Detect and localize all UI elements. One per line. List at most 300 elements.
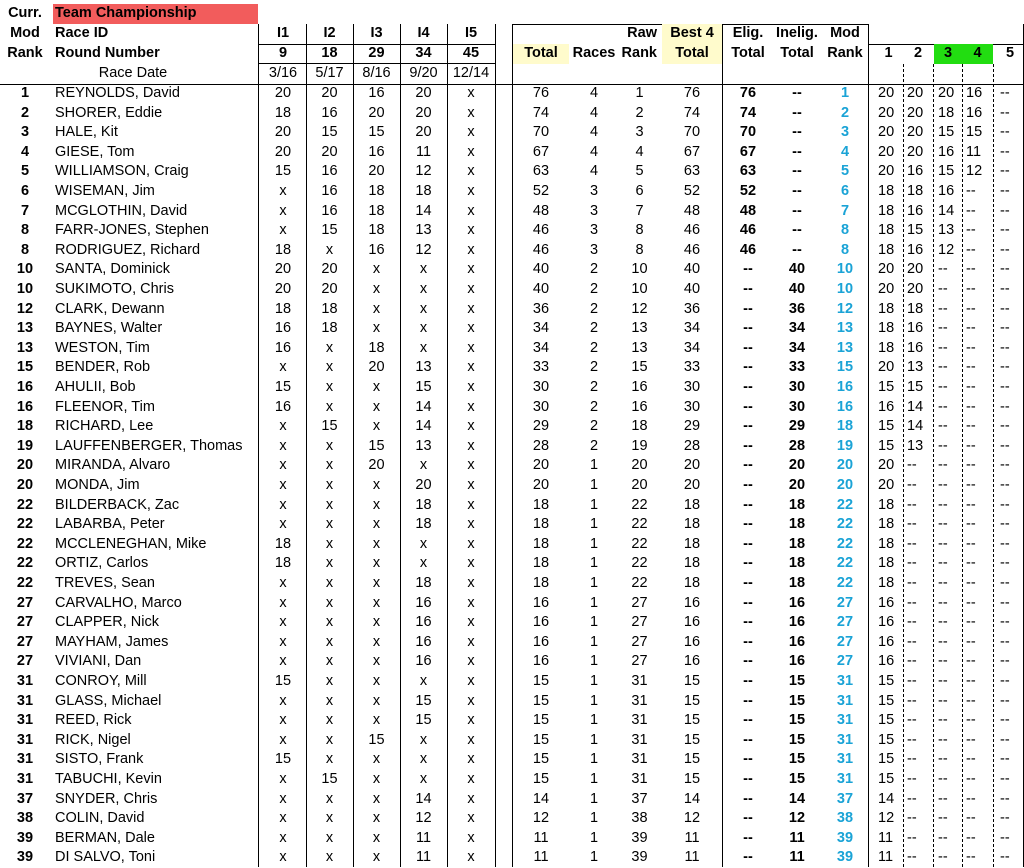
best-2-cell[interactable]: -- — [907, 535, 917, 552]
best-3-cell[interactable]: -- — [938, 829, 948, 846]
total-cell[interactable]: 11 — [533, 849, 549, 866]
best-4-cell[interactable]: -- — [966, 339, 976, 356]
round-2-cell[interactable]: x — [325, 810, 334, 827]
round-5-cell[interactable]: x — [467, 163, 475, 180]
round-3-cell[interactable]: x — [372, 849, 381, 866]
round-3-cell[interactable]: 16 — [368, 241, 385, 258]
inelig-total-cell[interactable]: 18 — [788, 516, 806, 533]
best-3-cell[interactable]: -- — [938, 653, 948, 670]
best-5-cell[interactable]: -- — [1000, 731, 1010, 748]
name-cell[interactable]: TREVES, Sean — [55, 575, 155, 591]
best4-cell[interactable]: 15 — [683, 692, 701, 709]
best-5-cell[interactable]: -- — [1000, 183, 1010, 199]
round-3-cell[interactable]: x — [372, 633, 381, 650]
round-1-cell[interactable]: 20 — [274, 261, 292, 278]
raw-rank-cell[interactable]: 10 — [631, 281, 648, 297]
mod-rank-cell[interactable]: 16 — [836, 398, 854, 415]
round-4-cell[interactable]: 20 — [415, 477, 432, 493]
best-1-cell[interactable]: 18 — [878, 575, 895, 591]
round-1-cell[interactable]: x — [279, 575, 287, 591]
elig-total-cell[interactable]: -- — [743, 594, 753, 611]
raw-rank-cell[interactable]: 12 — [631, 300, 648, 317]
best-2-cell[interactable]: -- — [907, 594, 917, 611]
rank-cell[interactable]: 22 — [16, 555, 34, 572]
round-4-cell[interactable]: 15 — [415, 692, 432, 709]
best-3-cell[interactable]: -- — [938, 633, 948, 650]
mod-rank-cell[interactable]: 20 — [836, 477, 854, 493]
rank-cell[interactable]: 18 — [16, 418, 34, 435]
best-5-cell[interactable]: -- — [1000, 653, 1010, 670]
best-2-cell[interactable]: -- — [907, 614, 917, 631]
inelig-total-cell[interactable]: 40 — [788, 281, 806, 297]
rank-cell[interactable]: 16 — [16, 398, 34, 415]
round-3-cell[interactable]: 18 — [368, 222, 385, 239]
elig-total-cell[interactable]: -- — [743, 418, 753, 435]
best-4-cell[interactable]: -- — [966, 771, 976, 787]
round-2-cell[interactable]: 20 — [321, 281, 338, 297]
best-4-cell[interactable]: -- — [966, 731, 976, 748]
round-1-cell[interactable]: 18 — [274, 241, 292, 258]
elig-total-cell[interactable]: -- — [743, 535, 753, 552]
best-1-cell[interactable]: 15 — [878, 673, 895, 689]
best-3-cell[interactable]: -- — [938, 731, 948, 748]
best-2-cell[interactable]: -- — [907, 457, 917, 474]
best-1-cell[interactable]: 20 — [878, 163, 895, 180]
total-cell[interactable]: 16 — [532, 633, 550, 650]
round-3-cell[interactable]: x — [372, 810, 381, 827]
round-5-cell[interactable]: x — [467, 535, 475, 552]
raw-rank-cell[interactable]: 4 — [635, 143, 644, 160]
rank-cell[interactable]: 22 — [16, 535, 34, 552]
best-1-cell[interactable]: 16 — [878, 594, 895, 611]
best-1-cell[interactable]: 18 — [878, 202, 895, 219]
total-cell[interactable]: 63 — [532, 163, 550, 180]
best-1-cell[interactable]: 18 — [878, 241, 895, 258]
round-3-cell[interactable]: x — [372, 575, 381, 591]
best4-cell[interactable]: 34 — [683, 339, 701, 356]
rank-cell[interactable]: 2 — [20, 104, 30, 121]
best-2-cell[interactable]: -- — [907, 516, 917, 533]
mod-rank-cell[interactable]: 15 — [836, 359, 854, 376]
name-cell[interactable]: REED, Rick — [55, 712, 132, 729]
races-cell[interactable]: 1 — [589, 633, 599, 650]
round-3-cell[interactable]: x — [372, 261, 381, 278]
best4-cell[interactable]: 28 — [683, 437, 701, 454]
name-cell[interactable]: SHORER, Eddie — [55, 104, 163, 121]
best-2-cell[interactable]: 14 — [907, 398, 924, 415]
name-cell[interactable]: BILDERBACK, Zac — [55, 496, 180, 513]
total-cell[interactable]: 12 — [532, 810, 550, 827]
best-2-cell[interactable]: 16 — [907, 320, 924, 337]
elig-total-cell[interactable]: -- — [743, 398, 753, 415]
round-2-cell[interactable]: x — [325, 731, 334, 748]
best-2-cell[interactable]: -- — [907, 673, 917, 689]
round-4-cell[interactable]: x — [419, 320, 428, 337]
best4-cell[interactable]: 34 — [683, 320, 701, 337]
best4-cell[interactable]: 14 — [683, 790, 701, 807]
elig-total-cell[interactable]: -- — [743, 810, 753, 827]
best-4-cell[interactable]: -- — [966, 653, 976, 670]
rank-cell[interactable]: 7 — [20, 202, 30, 219]
round-4-cell[interactable]: 13 — [415, 437, 432, 454]
elig-total-cell[interactable]: -- — [743, 437, 753, 454]
round-1-cell[interactable]: 15 — [274, 751, 292, 768]
round-2-cell[interactable]: x — [325, 437, 334, 454]
inelig-total-cell[interactable]: -- — [792, 163, 802, 180]
round-1-cell[interactable]: x — [279, 183, 287, 199]
races-cell[interactable]: 4 — [589, 124, 599, 141]
best-2-cell[interactable]: -- — [907, 751, 917, 768]
best-4-cell[interactable]: -- — [966, 222, 976, 239]
best-4-cell[interactable]: -- — [966, 555, 976, 572]
round-4-cell[interactable]: 16 — [415, 594, 432, 611]
best-5-cell[interactable]: -- — [1000, 594, 1010, 611]
name-cell[interactable]: FLEENOR, Tim — [55, 398, 155, 415]
rank-cell[interactable]: 1 — [20, 85, 30, 101]
round-3-cell[interactable]: x — [372, 496, 381, 513]
total-cell[interactable]: 34 — [532, 320, 550, 337]
mod-rank-cell[interactable]: 31 — [836, 673, 854, 689]
mod-rank-cell[interactable]: 39 — [836, 829, 854, 846]
best-4-cell[interactable]: 16 — [966, 85, 983, 101]
mod-rank-cell[interactable]: 3 — [840, 124, 850, 141]
round-5-cell[interactable]: x — [467, 281, 475, 297]
raw-rank-cell[interactable]: 27 — [631, 653, 648, 670]
races-cell[interactable]: 2 — [589, 261, 599, 278]
best-3-cell[interactable]: -- — [938, 281, 948, 297]
elig-total-cell[interactable]: -- — [743, 731, 753, 748]
inelig-total-cell[interactable]: 16 — [788, 633, 806, 650]
elig-total-cell[interactable]: -- — [743, 614, 753, 631]
round-1-cell[interactable]: x — [279, 692, 287, 709]
races-cell[interactable]: 1 — [589, 810, 599, 827]
best-1-cell[interactable]: 20 — [878, 477, 895, 493]
mod-rank-cell[interactable]: 10 — [836, 281, 854, 297]
best4-cell[interactable]: 40 — [683, 281, 701, 297]
mod-rank-cell[interactable]: 19 — [836, 437, 854, 454]
inelig-total-cell[interactable]: 34 — [788, 339, 806, 356]
rank-cell[interactable]: 22 — [16, 575, 34, 591]
round-1-cell[interactable]: 16 — [274, 398, 292, 415]
round-5-cell[interactable]: x — [467, 829, 475, 846]
round-1-cell[interactable]: x — [279, 849, 287, 866]
round-1-cell[interactable]: x — [279, 594, 287, 611]
raw-rank-cell[interactable]: 31 — [631, 692, 648, 709]
best-3-cell[interactable]: -- — [938, 535, 948, 552]
best-2-cell[interactable]: 20 — [907, 281, 924, 297]
mod-rank-cell[interactable]: 31 — [836, 731, 854, 748]
inelig-total-cell[interactable]: 15 — [788, 731, 806, 748]
round-2-cell[interactable]: x — [325, 575, 334, 591]
total-cell[interactable]: 18 — [532, 555, 550, 572]
total-cell[interactable]: 15 — [532, 731, 550, 748]
best-1-cell[interactable]: 20 — [878, 261, 895, 278]
elig-total-cell[interactable]: -- — [743, 653, 753, 670]
races-cell[interactable]: 1 — [589, 712, 599, 729]
rank-cell[interactable]: 22 — [16, 496, 34, 513]
round-3-cell[interactable]: x — [372, 712, 381, 729]
races-cell[interactable]: 4 — [589, 163, 599, 180]
elig-total-cell[interactable]: 46 — [739, 222, 757, 239]
best4-cell[interactable]: 63 — [683, 163, 701, 180]
round-2-cell[interactable]: x — [325, 614, 334, 631]
best-3-cell[interactable]: 16 — [938, 183, 955, 199]
name-cell[interactable]: BENDER, Rob — [55, 359, 151, 376]
best-2-cell[interactable]: -- — [907, 575, 917, 591]
best-3-cell[interactable]: 15 — [938, 124, 955, 141]
best-2-cell[interactable]: 16 — [907, 339, 924, 356]
best-3-cell[interactable]: -- — [938, 810, 948, 827]
best-3-cell[interactable]: -- — [938, 790, 948, 807]
best-5-cell[interactable]: -- — [1000, 320, 1010, 337]
round-5-cell[interactable]: x — [467, 143, 475, 160]
round-5-cell[interactable]: x — [467, 398, 475, 415]
inelig-total-cell[interactable]: 14 — [788, 790, 806, 807]
elig-total-cell[interactable]: -- — [743, 496, 753, 513]
best-5-cell[interactable]: -- — [1000, 222, 1010, 239]
best-5-cell[interactable]: -- — [1000, 418, 1010, 435]
round-2-cell[interactable]: 18 — [321, 320, 338, 337]
mod-rank-cell[interactable]: 20 — [836, 457, 854, 474]
raw-rank-cell[interactable]: 20 — [631, 477, 648, 493]
round-3-cell[interactable]: x — [372, 790, 381, 807]
races-cell[interactable]: 2 — [589, 437, 599, 454]
inelig-total-cell[interactable]: 30 — [788, 379, 806, 395]
best-3-cell[interactable]: -- — [938, 575, 948, 591]
total-cell[interactable]: 15 — [532, 751, 550, 768]
best-3-cell[interactable]: -- — [938, 771, 948, 787]
best-5-cell[interactable]: -- — [1000, 85, 1010, 101]
best4-cell[interactable]: 74 — [683, 104, 701, 121]
round-4-cell[interactable]: 20 — [415, 85, 432, 101]
round-2-cell[interactable]: x — [325, 712, 334, 729]
elig-total-cell[interactable]: -- — [743, 849, 753, 866]
round-2-cell[interactable]: 16 — [321, 202, 338, 219]
best4-cell[interactable]: 29 — [683, 418, 701, 435]
mod-rank-cell[interactable]: 1 — [840, 85, 850, 101]
round-1-cell[interactable]: x — [279, 457, 287, 474]
round-3-cell[interactable]: x — [372, 673, 381, 689]
name-cell[interactable]: CLAPPER, Nick — [55, 614, 159, 631]
mod-rank-cell[interactable]: 22 — [836, 535, 854, 552]
best-5-cell[interactable]: -- — [1000, 281, 1010, 297]
best-2-cell[interactable]: -- — [907, 477, 917, 493]
mod-rank-cell[interactable]: 6 — [840, 183, 850, 199]
races-cell[interactable]: 2 — [589, 398, 599, 415]
best-1-cell[interactable]: 15 — [878, 437, 895, 454]
round-3-cell[interactable]: 18 — [368, 183, 385, 199]
inelig-total-cell[interactable]: 16 — [788, 594, 806, 611]
best-4-cell[interactable]: -- — [966, 398, 976, 415]
mod-rank-cell[interactable]: 27 — [836, 633, 854, 650]
best-4-cell[interactable]: -- — [966, 202, 976, 219]
raw-rank-cell[interactable]: 2 — [635, 104, 644, 121]
round-1-cell[interactable]: x — [279, 614, 287, 631]
races-cell[interactable]: 4 — [589, 104, 599, 121]
best-1-cell[interactable]: 15 — [878, 712, 895, 729]
best-3-cell[interactable]: -- — [938, 555, 948, 572]
best-4-cell[interactable]: -- — [966, 535, 976, 552]
round-4-cell[interactable]: 14 — [415, 790, 432, 807]
total-cell[interactable]: 18 — [532, 575, 550, 591]
round-4-cell[interactable]: 18 — [415, 516, 432, 533]
best-5-cell[interactable]: -- — [1000, 359, 1010, 376]
round-5-cell[interactable]: x — [467, 124, 475, 141]
round-4-cell[interactable]: 14 — [415, 418, 432, 435]
elig-total-cell[interactable]: -- — [743, 261, 753, 278]
round-5-cell[interactable]: x — [467, 104, 475, 121]
round-4-cell[interactable]: x — [419, 339, 428, 356]
best-5-cell[interactable]: -- — [1000, 241, 1010, 258]
raw-rank-cell[interactable]: 8 — [635, 241, 644, 258]
best-1-cell[interactable]: 20 — [878, 359, 895, 376]
round-1-cell[interactable]: x — [279, 477, 287, 493]
round-1-cell[interactable]: x — [279, 496, 287, 513]
name-cell[interactable]: LABARBA, Peter — [55, 516, 165, 533]
races-cell[interactable]: 1 — [589, 457, 599, 474]
round-2-cell[interactable]: x — [325, 633, 334, 650]
races-cell[interactable]: 4 — [589, 85, 599, 101]
round-5-cell[interactable]: x — [467, 496, 475, 513]
best-4-cell[interactable]: -- — [966, 281, 976, 297]
round-1-cell[interactable]: 18 — [274, 104, 292, 121]
round-3-cell[interactable]: 20 — [368, 163, 385, 180]
elig-total-cell[interactable]: 52 — [739, 183, 757, 199]
best4-cell[interactable]: 48 — [683, 202, 701, 219]
round-3-cell[interactable]: x — [372, 829, 381, 846]
rank-cell[interactable]: 3 — [20, 124, 30, 141]
round-4-cell[interactable]: 18 — [415, 496, 432, 513]
best-5-cell[interactable]: -- — [1000, 104, 1010, 121]
round-2-cell[interactable]: x — [325, 496, 334, 513]
raw-rank-cell[interactable]: 20 — [631, 457, 648, 474]
total-cell[interactable]: 14 — [532, 790, 550, 807]
round-5-cell[interactable]: x — [467, 477, 475, 493]
races-cell[interactable]: 4 — [589, 143, 599, 160]
best4-cell[interactable]: 16 — [683, 653, 701, 670]
raw-rank-cell[interactable]: 31 — [631, 731, 648, 748]
races-cell[interactable]: 1 — [589, 790, 599, 807]
raw-rank-cell[interactable]: 22 — [631, 496, 648, 513]
round-1-cell[interactable]: x — [279, 437, 287, 454]
best-1-cell[interactable]: 16 — [878, 653, 895, 670]
round-2-cell[interactable]: x — [325, 516, 334, 533]
round-2-cell[interactable]: x — [325, 339, 334, 356]
name-cell[interactable]: MIRANDA, Alvaro — [55, 457, 171, 474]
best-5-cell[interactable]: -- — [1000, 810, 1010, 827]
best-3-cell[interactable]: -- — [938, 516, 948, 533]
total-cell[interactable]: 46 — [532, 241, 550, 258]
round-4-cell[interactable]: 15 — [415, 379, 432, 395]
name-cell[interactable]: WILLIAMSON, Craig — [55, 163, 189, 180]
round-4-cell[interactable]: x — [419, 457, 428, 474]
round-4-cell[interactable]: x — [419, 261, 428, 278]
total-cell[interactable]: 33 — [532, 359, 550, 376]
round-2-cell[interactable]: 16 — [321, 104, 338, 121]
raw-rank-cell[interactable]: 31 — [631, 771, 648, 787]
best4-cell[interactable]: 52 — [683, 183, 701, 199]
raw-rank-cell[interactable]: 31 — [631, 712, 648, 729]
best-5-cell[interactable]: -- — [1000, 790, 1010, 807]
name-cell[interactable]: COLIN, David — [55, 810, 145, 827]
best-3-cell[interactable]: -- — [938, 496, 948, 513]
races-cell[interactable]: 3 — [589, 183, 599, 199]
total-cell[interactable]: 70 — [532, 124, 550, 141]
inelig-total-cell[interactable]: 11 — [789, 829, 805, 846]
raw-rank-cell[interactable]: 22 — [631, 575, 648, 591]
best-1-cell[interactable]: 16 — [878, 398, 895, 415]
round-5-cell[interactable]: x — [467, 320, 475, 337]
round-3-cell[interactable]: x — [372, 771, 381, 787]
best-5-cell[interactable]: -- — [1000, 163, 1010, 180]
raw-rank-cell[interactable]: 16 — [631, 398, 648, 415]
rank-cell[interactable]: 15 — [16, 359, 34, 376]
inelig-total-cell[interactable]: 18 — [788, 575, 806, 591]
total-cell[interactable]: 20 — [532, 457, 550, 474]
round-1-cell[interactable]: 15 — [274, 379, 292, 395]
round-1-cell[interactable]: 16 — [274, 339, 292, 356]
best-2-cell[interactable]: -- — [907, 633, 917, 650]
round-4-cell[interactable]: 20 — [415, 104, 432, 121]
name-cell[interactable]: MCCLENEGHAN, Mike — [55, 535, 207, 552]
inelig-total-cell[interactable]: 15 — [788, 692, 806, 709]
inelig-total-cell[interactable]: -- — [792, 241, 802, 258]
mod-rank-cell[interactable]: 13 — [836, 320, 854, 337]
best-4-cell[interactable]: -- — [966, 477, 976, 493]
round-4-cell[interactable]: 13 — [415, 359, 432, 376]
rank-cell[interactable]: 39 — [16, 849, 34, 866]
inelig-total-cell[interactable]: 40 — [788, 261, 806, 278]
inelig-total-cell[interactable]: 18 — [788, 555, 806, 572]
inelig-total-cell[interactable]: 11 — [789, 849, 805, 866]
best4-cell[interactable]: 15 — [683, 771, 701, 787]
best-2-cell[interactable]: -- — [907, 849, 917, 866]
best-3-cell[interactable]: -- — [938, 379, 948, 395]
rank-cell[interactable]: 38 — [16, 810, 34, 827]
inelig-total-cell[interactable]: -- — [792, 104, 802, 121]
best-4-cell[interactable]: -- — [966, 692, 976, 709]
round-2-cell[interactable]: 16 — [321, 163, 338, 180]
races-cell[interactable]: 1 — [589, 771, 599, 787]
best-4-cell[interactable]: -- — [966, 614, 976, 631]
races-cell[interactable]: 1 — [589, 751, 599, 768]
best4-cell[interactable]: 76 — [683, 85, 701, 101]
raw-rank-cell[interactable]: 6 — [635, 183, 644, 199]
rank-cell[interactable]: 31 — [16, 771, 34, 787]
inelig-total-cell[interactable]: 18 — [788, 496, 806, 513]
total-cell[interactable]: 40 — [532, 261, 550, 278]
best-2-cell[interactable]: -- — [907, 653, 917, 670]
best4-cell[interactable]: 20 — [683, 477, 701, 493]
elig-total-cell[interactable]: -- — [743, 712, 753, 729]
name-cell[interactable]: LAUFFENBERGER, Thomas — [55, 437, 243, 454]
best-4-cell[interactable]: -- — [966, 712, 976, 729]
rank-cell[interactable]: 13 — [16, 320, 34, 337]
best-3-cell[interactable]: -- — [938, 457, 948, 474]
round-3-cell[interactable]: x — [372, 320, 381, 337]
round-2-cell[interactable]: 20 — [321, 85, 338, 101]
round-3-cell[interactable]: x — [372, 614, 381, 631]
raw-rank-cell[interactable]: 1 — [635, 85, 644, 101]
round-3-cell[interactable]: 15 — [368, 124, 385, 141]
round-5-cell[interactable]: x — [467, 359, 475, 376]
name-cell[interactable]: RICHARD, Lee — [55, 418, 154, 435]
round-3-cell[interactable]: x — [372, 692, 381, 709]
name-cell[interactable]: RODRIGUEZ, Richard — [55, 241, 201, 258]
round-5-cell[interactable]: x — [467, 614, 475, 631]
round-5-cell[interactable]: x — [467, 633, 475, 650]
best-1-cell[interactable]: 18 — [878, 183, 895, 199]
